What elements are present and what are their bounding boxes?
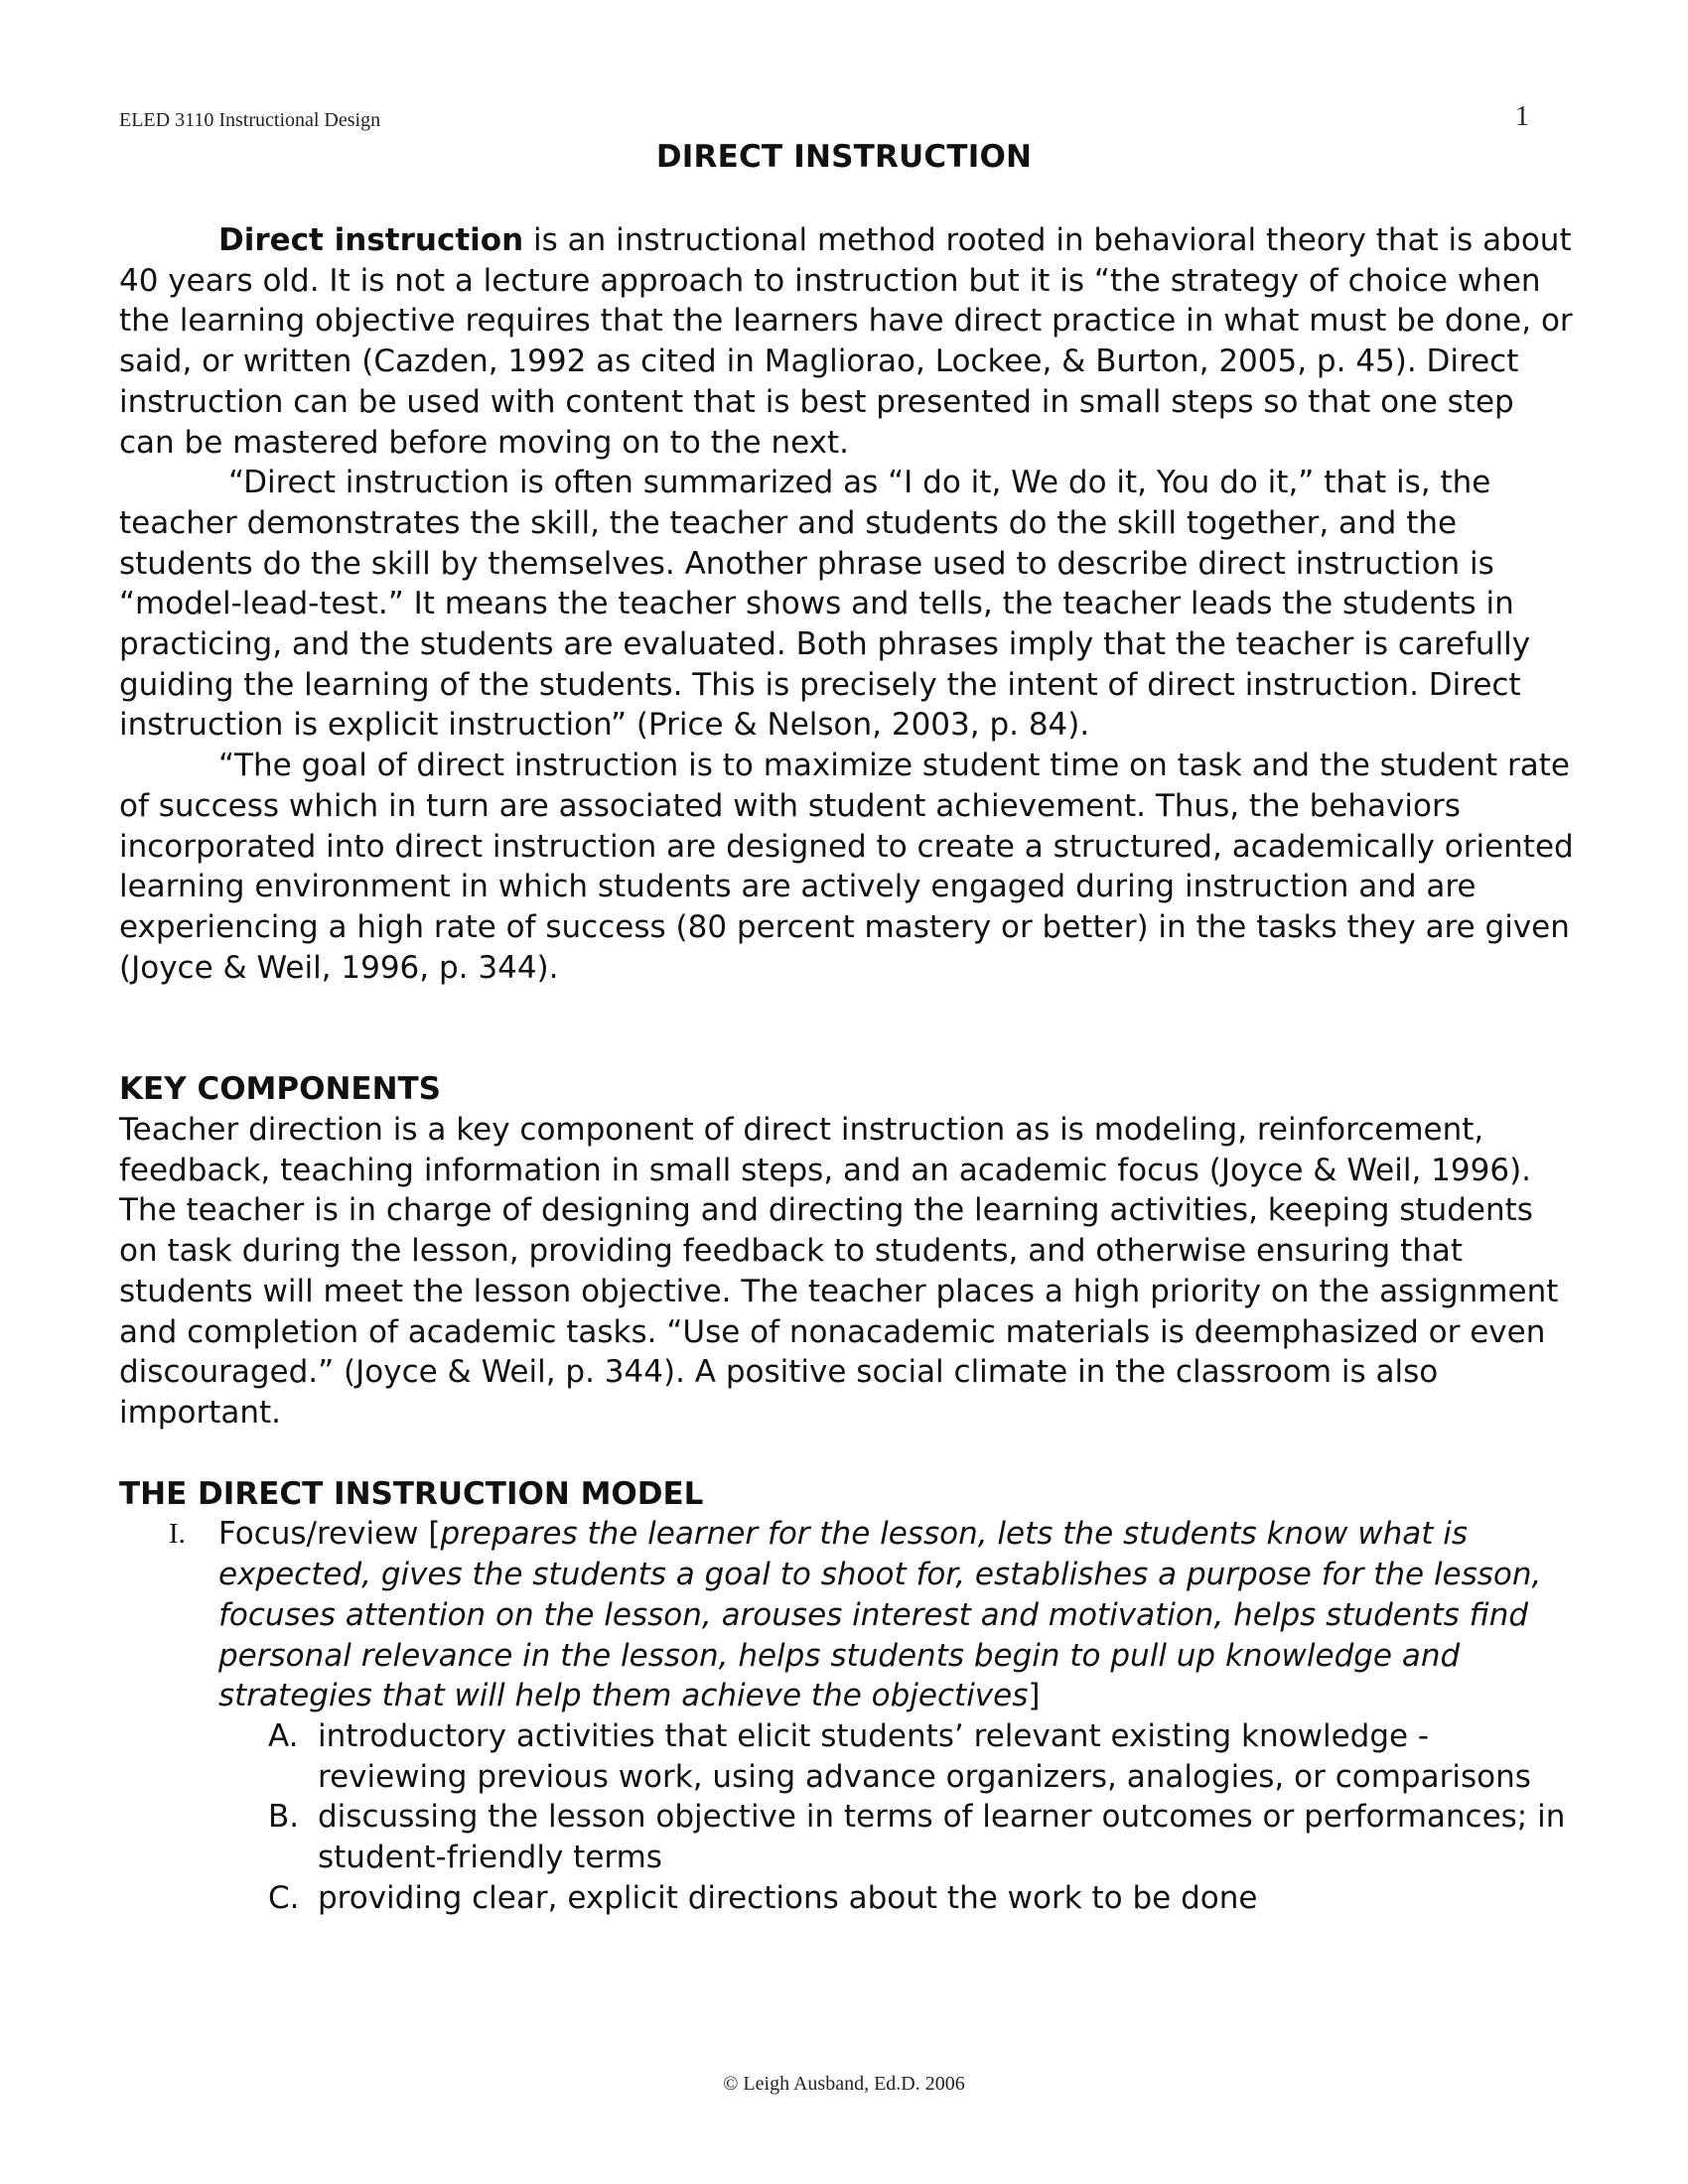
list-item-text: discussing the lesson objective in terms of learner outcomes or performances; in student-friendly terms (318, 1799, 1566, 1876)
intro-term: Direct instruction (218, 222, 524, 258)
copyright-footer: © Leigh Ausband, Ed.D. 2006 (723, 2073, 965, 2095)
list-item-text: introductory activities that elicit students’ relevant existing knowledge - reviewing previous work, using advance organizers, analogies, or comparisons (318, 1717, 1531, 1795)
intro-paragraph-1 (119, 220, 1579, 463)
model-heading: THE DIRECT INSTRUCTION MODEL (119, 1475, 704, 1512)
page-number: 1 (1515, 101, 1529, 132)
intro-paragraph-2: “Direct instruction is often summarized as “I do it, We do it, You do it,” that is, the teacher demonstrates the skill, the teacher and students do the skill together, and the students do the skill by themselves. Another phrase used to describe direct instruction is “model-lead-test.” It means the teacher shows and tells, the teacher leads the students in practicing, and the students are evaluated. Both phrases imply that the teacher is carefully guiding the learning of the students. This is precisely the intent of direct instruction. Direct instruction is explicit instruction” (Price & Nelson, 2003, p. 84). (119, 465, 1531, 744)
model-step-focus-review (119, 1514, 1579, 1716)
list-letter: B. (268, 1799, 300, 1836)
list-letter: A. (268, 1717, 299, 1754)
step-description: prepares the learner for the lesson, lets the students know what is expected, gives the students a goal to shoot for, establishes a purpose for the lesson, focuses attention on the lesson, arouses interest and motivation, helps students find personal relevance in the lesson, helps students begin to pull up knowledge and strategies that will help them achieve the objectives (218, 1516, 1542, 1714)
key-components-heading: KEY COMPONENTS (119, 1071, 442, 1108)
step-close-bracket: ] (1028, 1678, 1041, 1714)
page-header (119, 101, 1529, 139)
roman-numeral: I. (169, 1518, 186, 1551)
focus-review-subitems (119, 1716, 1579, 1919)
document-body (119, 220, 1579, 1918)
list-item (119, 1716, 1579, 1797)
page-title: DIRECT INSTRUCTION (655, 139, 1033, 175)
list-item (119, 1797, 1579, 1877)
list-item (119, 1878, 1579, 1919)
section-spacer (119, 988, 1579, 1069)
intro-paragraph-3: “The goal of direct instruction is to maximize student time on task and the student rate of success which in turn are associated with student achievement. Thus, the behaviors incorporated into direct instruction are designed to create a structured, academically oriented learning environment in which students are actively engaged during instruction and are experiencing a high rate of success (80 percent mastery or better) in the tasks they are given (Joyce & Weil, 1996, p. 344). (119, 748, 1574, 986)
intro-paragraph-1-text: is an instructional method rooted in behavioral theory that is about 40 years old. It is not a lecture approach to instruction but it is “the strategy of choice when the learning objective requires that the learners have direct practice in what must be done, or said, or written (Cazden, 1992 as cited in Magliorao, Lockee, & Burton, 2005, p. 45). Direct instruction can be used with content that is best presented in small steps so that one step can be mastered before moving on to the next. (119, 222, 1573, 461)
list-letter: C. (268, 1879, 300, 1916)
step-label: Focus/review [ (218, 1516, 441, 1553)
list-item-text: providing clear, explicit directions about the work to be done (318, 1879, 1258, 1916)
key-components-paragraph: Teacher direction is a key component of direct instruction as is modeling, reinforcement, feedback, teaching information in small steps, and an academic focus (Joyce & Weil, 1996). The teacher is in charge of designing and directing the learning activities, keeping students on task during the lesson, providing feedback to students, and otherwise ensuring that students will meet the lesson objective. The teacher places a high priority on the assignment and completion of academic tasks. “Use of nonacademic materials is deemphasized or even discouraged.” (Joyce & Weil, p. 344). A positive social climate in the classroom is also important. (119, 1112, 1559, 1431)
course-header: ELED 3110 Instructional Design (119, 109, 381, 131)
section-spacer (119, 1433, 1579, 1474)
